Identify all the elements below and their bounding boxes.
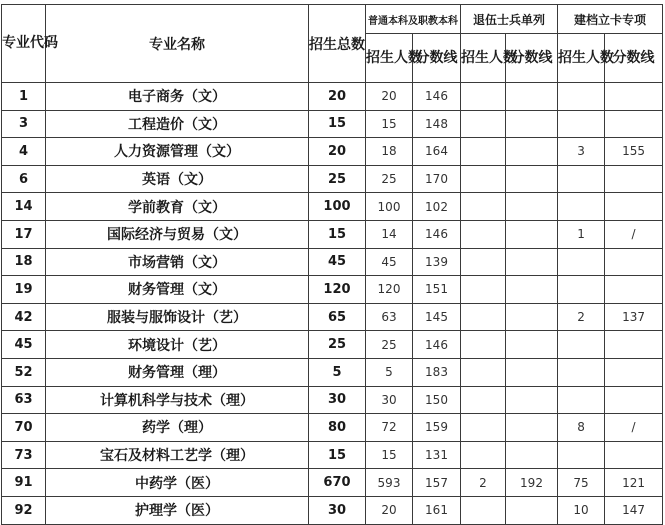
cell-total: 30 (309, 496, 366, 524)
cell-total: 25 (309, 165, 366, 193)
table-row (2, 441, 663, 469)
cell-total: 20 (309, 138, 366, 166)
cell-g1-enroll: 25 (366, 165, 413, 193)
cell-code: 6 (2, 165, 46, 193)
cell-g1-cutoff: 170 (413, 165, 461, 193)
header-group-poverty: 建档立卡专项 (558, 5, 663, 34)
cell-g1-enroll: 20 (366, 496, 413, 524)
cell-name: 环境设计（艺） (46, 331, 309, 359)
cell-g1-enroll: 25 (366, 331, 413, 359)
cell-g1-cutoff: 139 (413, 248, 461, 276)
cell-g2-cutoff (506, 303, 558, 331)
cell-g3-cutoff (605, 83, 663, 111)
cell-code: 17 (2, 220, 46, 248)
cell-g3-enroll (558, 193, 605, 221)
cell-g3-cutoff (605, 193, 663, 221)
cell-name: 英语（文） (46, 165, 309, 193)
cell-g2-enroll (461, 248, 506, 276)
cell-code: 19 (2, 276, 46, 304)
cell-code: 42 (2, 303, 46, 331)
cell-g3-cutoff (605, 110, 663, 138)
cell-g3-cutoff (605, 248, 663, 276)
table-row (2, 414, 663, 442)
cell-name: 财务管理（理） (46, 358, 309, 386)
table-row (2, 138, 663, 166)
cell-g2-enroll (461, 331, 506, 359)
cell-g1-cutoff: 148 (413, 110, 461, 138)
cell-name: 工程造价（文） (46, 110, 309, 138)
cell-total: 100 (309, 193, 366, 221)
table-row (2, 386, 663, 414)
cell-g2-cutoff (506, 193, 558, 221)
cell-g1-cutoff: 159 (413, 414, 461, 442)
cell-g1-cutoff: 150 (413, 386, 461, 414)
table-row (2, 193, 663, 221)
cell-g3-cutoff (605, 276, 663, 304)
cell-g1-cutoff: 146 (413, 331, 461, 359)
table-row (2, 496, 663, 524)
cell-total: 120 (309, 276, 366, 304)
cell-g1-enroll: 20 (366, 83, 413, 111)
cell-g1-enroll: 15 (366, 110, 413, 138)
table-body (2, 83, 663, 525)
cell-g1-enroll: 14 (366, 220, 413, 248)
cell-code: 14 (2, 193, 46, 221)
table-header (2, 5, 663, 83)
cell-code: 92 (2, 496, 46, 524)
cell-g1-cutoff: 183 (413, 358, 461, 386)
table-row (2, 469, 663, 497)
cell-name: 财务管理（文） (46, 276, 309, 304)
header-g2-cutoff: 分数线 (506, 34, 558, 83)
cell-g3-cutoff (605, 441, 663, 469)
cell-name: 学前教育（文） (46, 193, 309, 221)
cell-g2-enroll (461, 441, 506, 469)
header-g2-enroll: 招生人数 (461, 34, 506, 83)
table-row (2, 248, 663, 276)
cell-g1-enroll: 45 (366, 248, 413, 276)
cell-g1-enroll: 5 (366, 358, 413, 386)
cell-code: 70 (2, 414, 46, 442)
cell-g3-enroll (558, 331, 605, 359)
cell-g3-enroll (558, 83, 605, 111)
cell-code: 18 (2, 248, 46, 276)
cell-g2-enroll (461, 386, 506, 414)
cell-g1-cutoff: 131 (413, 441, 461, 469)
cell-g3-enroll: 75 (558, 469, 605, 497)
cell-total: 80 (309, 414, 366, 442)
cell-g2-enroll (461, 276, 506, 304)
header-g1-enroll: 招生人数 (366, 34, 413, 83)
cell-g3-enroll: 8 (558, 414, 605, 442)
table-row (2, 358, 663, 386)
cell-g2-cutoff (506, 110, 558, 138)
table-row (2, 220, 663, 248)
cell-g3-enroll (558, 110, 605, 138)
cell-g1-enroll: 100 (366, 193, 413, 221)
cell-g2-cutoff (506, 331, 558, 359)
cell-g2-cutoff (506, 386, 558, 414)
cell-g3-cutoff (605, 358, 663, 386)
cell-g2-enroll (461, 414, 506, 442)
cell-g2-cutoff (506, 248, 558, 276)
cell-g2-cutoff (506, 138, 558, 166)
header-g3-enroll: 招生人数 (558, 34, 605, 83)
cell-code: 52 (2, 358, 46, 386)
cell-g2-cutoff (506, 358, 558, 386)
cell-g1-cutoff: 102 (413, 193, 461, 221)
cell-name: 电子商务（文） (46, 83, 309, 111)
cell-g3-enroll: 3 (558, 138, 605, 166)
cell-g3-cutoff: / (605, 414, 663, 442)
cell-code: 45 (2, 331, 46, 359)
cell-g1-enroll: 120 (366, 276, 413, 304)
cell-g1-enroll: 593 (366, 469, 413, 497)
table-row (2, 331, 663, 359)
cell-name: 计算机科学与技术（理） (46, 386, 309, 414)
cell-g1-enroll: 30 (366, 386, 413, 414)
cell-g1-cutoff: 151 (413, 276, 461, 304)
cell-g2-enroll (461, 496, 506, 524)
cell-g1-enroll: 18 (366, 138, 413, 166)
table-row (2, 83, 663, 111)
cell-g1-cutoff: 164 (413, 138, 461, 166)
cell-total: 65 (309, 303, 366, 331)
cell-g2-enroll (461, 165, 506, 193)
cell-g2-enroll (461, 303, 506, 331)
admission-table (1, 4, 663, 525)
header-g1-cutoff: 分数线 (413, 34, 461, 83)
cell-g3-cutoff: 121 (605, 469, 663, 497)
cell-name: 中药学（医） (46, 469, 309, 497)
header-g3-cutoff: 分数线 (605, 34, 663, 83)
cell-g1-enroll: 72 (366, 414, 413, 442)
cell-total: 25 (309, 331, 366, 359)
table-row (2, 110, 663, 138)
cell-g3-enroll (558, 276, 605, 304)
header-total: 招生总数 (309, 5, 366, 83)
cell-g1-cutoff: 157 (413, 469, 461, 497)
cell-g3-cutoff: 137 (605, 303, 663, 331)
cell-total: 5 (309, 358, 366, 386)
cell-g2-cutoff (506, 441, 558, 469)
cell-g2-enroll: 2 (461, 469, 506, 497)
cell-g2-cutoff (506, 83, 558, 111)
cell-code: 91 (2, 469, 46, 497)
cell-g2-enroll (461, 110, 506, 138)
cell-g3-enroll: 1 (558, 220, 605, 248)
cell-g3-enroll: 10 (558, 496, 605, 524)
cell-total: 670 (309, 469, 366, 497)
cell-g1-cutoff: 145 (413, 303, 461, 331)
cell-code: 1 (2, 83, 46, 111)
cell-g2-enroll (461, 220, 506, 248)
cell-g3-enroll: 2 (558, 303, 605, 331)
cell-g3-enroll (558, 165, 605, 193)
cell-name: 国际经济与贸易（文） (46, 220, 309, 248)
cell-total: 15 (309, 110, 366, 138)
cell-g3-cutoff (605, 331, 663, 359)
cell-g3-cutoff (605, 386, 663, 414)
cell-g2-enroll (461, 193, 506, 221)
cell-g3-enroll (558, 441, 605, 469)
header-group-regular: 普通本科及职教本科 (366, 5, 461, 34)
cell-total: 20 (309, 83, 366, 111)
cell-g3-cutoff (605, 165, 663, 193)
cell-g2-enroll (461, 83, 506, 111)
table-row (2, 165, 663, 193)
cell-g3-cutoff: 155 (605, 138, 663, 166)
cell-total: 30 (309, 386, 366, 414)
cell-g3-cutoff: / (605, 220, 663, 248)
cell-g2-cutoff (506, 414, 558, 442)
cell-g2-cutoff: 192 (506, 469, 558, 497)
cell-name: 宝石及材料工艺学（理） (46, 441, 309, 469)
cell-g3-enroll (558, 248, 605, 276)
cell-g1-enroll: 63 (366, 303, 413, 331)
table-row (2, 303, 663, 331)
cell-total: 45 (309, 248, 366, 276)
cell-g3-enroll (558, 358, 605, 386)
cell-g3-cutoff: 147 (605, 496, 663, 524)
header-name: 专业名称 (46, 5, 309, 83)
header-code: 专业代码 (2, 5, 46, 83)
cell-g1-enroll: 15 (366, 441, 413, 469)
cell-g2-cutoff (506, 220, 558, 248)
cell-g1-cutoff: 146 (413, 220, 461, 248)
cell-code: 3 (2, 110, 46, 138)
cell-g2-cutoff (506, 276, 558, 304)
cell-g2-cutoff (506, 496, 558, 524)
cell-g2-enroll (461, 138, 506, 166)
cell-g1-cutoff: 161 (413, 496, 461, 524)
cell-g2-enroll (461, 358, 506, 386)
cell-total: 15 (309, 220, 366, 248)
cell-code: 4 (2, 138, 46, 166)
cell-name: 人力资源管理（文） (46, 138, 309, 166)
cell-total: 15 (309, 441, 366, 469)
cell-name: 药学（理） (46, 414, 309, 442)
cell-g1-cutoff: 146 (413, 83, 461, 111)
cell-name: 服装与服饰设计（艺） (46, 303, 309, 331)
header-group-veteran: 退伍士兵单列 (461, 5, 558, 34)
cell-name: 护理学（医） (46, 496, 309, 524)
cell-code: 63 (2, 386, 46, 414)
cell-code: 73 (2, 441, 46, 469)
cell-name: 市场营销（文） (46, 248, 309, 276)
table-row (2, 276, 663, 304)
cell-g2-cutoff (506, 165, 558, 193)
cell-g3-enroll (558, 386, 605, 414)
